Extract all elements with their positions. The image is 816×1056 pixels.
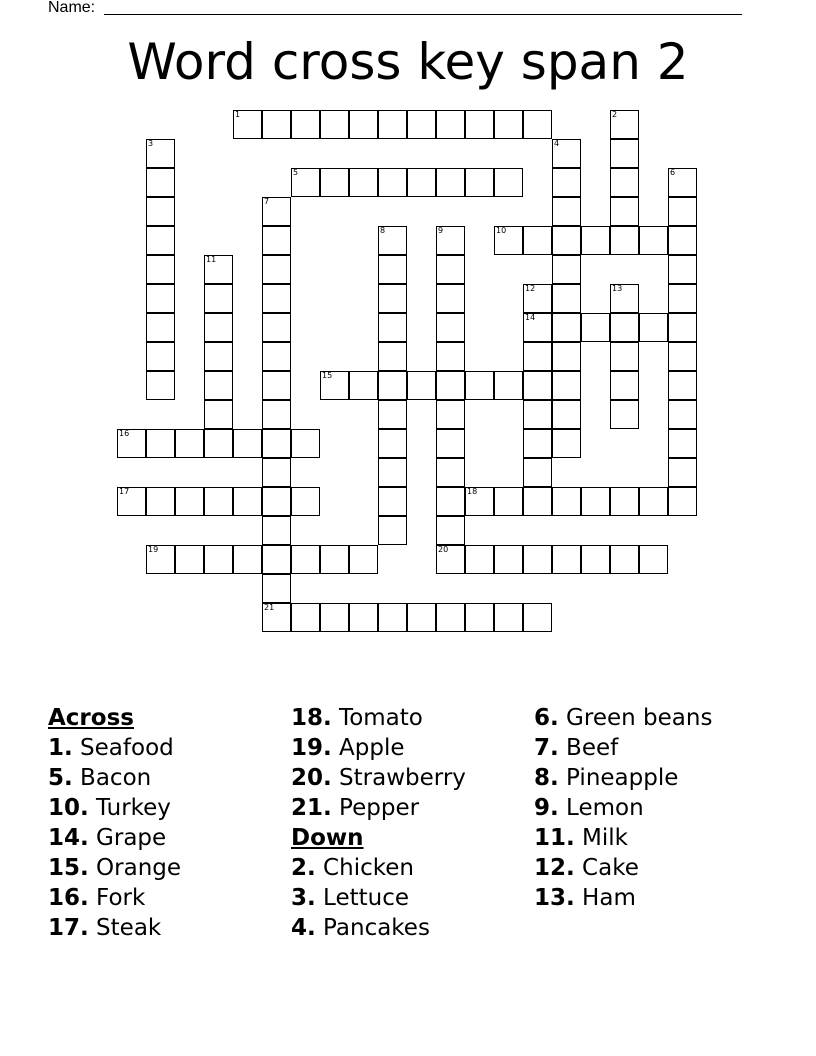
- grid-cell[interactable]: [378, 342, 407, 371]
- grid-cell[interactable]: [436, 400, 465, 429]
- clue-item-text: Strawberry: [331, 765, 466, 791]
- grid-cell[interactable]: [668, 487, 697, 516]
- clue-item: [291, 703, 466, 733]
- clue-number: 4: [554, 139, 560, 148]
- grid-cell[interactable]: [233, 487, 262, 516]
- grid-cell[interactable]: [262, 545, 291, 574]
- grid-cell[interactable]: [436, 545, 465, 574]
- clue-heading: Across: [48, 705, 134, 731]
- clue-number: 14: [525, 313, 536, 322]
- grid-cell[interactable]: [436, 603, 465, 632]
- grid-cell[interactable]: [523, 400, 552, 429]
- grid-cell[interactable]: [494, 226, 523, 255]
- clue-item: [291, 793, 466, 823]
- grid-cell[interactable]: [581, 487, 610, 516]
- clue-item-text: Fork: [88, 885, 146, 911]
- grid-cell[interactable]: [378, 168, 407, 197]
- grid-cell[interactable]: [204, 429, 233, 458]
- clue-item: [291, 763, 466, 793]
- grid-cell[interactable]: [262, 284, 291, 313]
- grid-cell[interactable]: [552, 139, 581, 168]
- clue-column-3: [534, 703, 712, 913]
- clue-item-text: Cake: [574, 855, 639, 881]
- puzzle-title: Word cross key span 2: [127, 33, 689, 91]
- clue-item-number: 3.: [291, 885, 316, 911]
- grid-cell[interactable]: [204, 371, 233, 400]
- grid-cell[interactable]: [146, 545, 175, 574]
- grid-cell[interactable]: [552, 371, 581, 400]
- clue-item: [48, 883, 181, 913]
- clue-item: [48, 793, 181, 823]
- clue-number: 21: [264, 603, 275, 612]
- grid-cell[interactable]: [436, 429, 465, 458]
- grid-cell[interactable]: [668, 284, 697, 313]
- grid-cell[interactable]: [407, 603, 436, 632]
- grid-cell[interactable]: [552, 342, 581, 371]
- grid-cell[interactable]: [146, 342, 175, 371]
- grid-cell[interactable]: [204, 487, 233, 516]
- clue-item-number: 12.: [534, 855, 575, 881]
- grid-cell[interactable]: [494, 110, 523, 139]
- clue-item-text: Seafood: [72, 735, 174, 761]
- clue-number: 5: [293, 168, 299, 177]
- grid-cell[interactable]: [523, 284, 552, 313]
- grid-cell[interactable]: [523, 429, 552, 458]
- clue-item-text: Turkey: [88, 795, 171, 821]
- clue-item: [534, 853, 712, 883]
- grid-cell[interactable]: [349, 371, 378, 400]
- clue-number: 15: [322, 371, 333, 380]
- grid-cell[interactable]: [668, 371, 697, 400]
- grid-cell[interactable]: [378, 458, 407, 487]
- clue-item: [48, 913, 181, 943]
- clue-item-number: 14.: [48, 825, 89, 851]
- grid-cell[interactable]: [204, 313, 233, 342]
- grid-cell[interactable]: [436, 342, 465, 371]
- grid-cell[interactable]: [668, 226, 697, 255]
- grid-cell[interactable]: [552, 284, 581, 313]
- grid-cell[interactable]: [436, 516, 465, 545]
- grid-cell[interactable]: [262, 226, 291, 255]
- grid-cell[interactable]: [262, 574, 291, 603]
- grid-cell[interactable]: [465, 110, 494, 139]
- grid-cell[interactable]: [436, 371, 465, 400]
- clue-number: 16: [119, 429, 130, 438]
- clue-item-text: Grape: [88, 825, 167, 851]
- grid-cell[interactable]: [436, 110, 465, 139]
- clue-item-number: 9.: [534, 795, 559, 821]
- grid-cell[interactable]: [552, 313, 581, 342]
- grid-cell[interactable]: [320, 545, 349, 574]
- clue-item: [534, 733, 712, 763]
- clue-item-text: Lettuce: [315, 885, 410, 911]
- grid-cell[interactable]: [146, 429, 175, 458]
- grid-cell[interactable]: [233, 545, 262, 574]
- grid-cell[interactable]: [378, 371, 407, 400]
- grid-cell[interactable]: [117, 487, 146, 516]
- grid-cell[interactable]: [378, 429, 407, 458]
- grid-cell[interactable]: [146, 487, 175, 516]
- clue-item-number: 21.: [291, 795, 332, 821]
- grid-cell[interactable]: [436, 255, 465, 284]
- grid-cell[interactable]: [291, 603, 320, 632]
- grid-cell[interactable]: [262, 458, 291, 487]
- grid-cell[interactable]: [523, 226, 552, 255]
- clue-item-number: 5.: [48, 765, 73, 791]
- grid-cell[interactable]: [407, 110, 436, 139]
- clue-item: [291, 733, 466, 763]
- grid-cell[interactable]: [320, 110, 349, 139]
- grid-cell[interactable]: [262, 429, 291, 458]
- clue-item-number: 13.: [534, 885, 575, 911]
- grid-cell[interactable]: [175, 429, 204, 458]
- name-label: Name:: [48, 0, 96, 16]
- grid-cell[interactable]: [146, 139, 175, 168]
- grid-cell[interactable]: [262, 400, 291, 429]
- grid-cell[interactable]: [610, 342, 639, 371]
- grid-cell[interactable]: [639, 313, 668, 342]
- grid-cell[interactable]: [552, 168, 581, 197]
- grid-cell[interactable]: [146, 371, 175, 400]
- grid-cell[interactable]: [552, 255, 581, 284]
- grid-cell[interactable]: [349, 545, 378, 574]
- grid-cell[interactable]: [378, 603, 407, 632]
- grid-cell[interactable]: [146, 226, 175, 255]
- clue-item-text: Pancakes: [315, 915, 430, 941]
- grid-cell[interactable]: [146, 255, 175, 284]
- clue-item-number: 18.: [291, 705, 332, 731]
- grid-cell[interactable]: [610, 545, 639, 574]
- grid-cell[interactable]: [494, 487, 523, 516]
- grid-cell[interactable]: [262, 516, 291, 545]
- grid-cell[interactable]: [233, 110, 262, 139]
- grid-cell[interactable]: [668, 400, 697, 429]
- grid-cell[interactable]: [291, 487, 320, 516]
- clue-item-number: 6.: [534, 705, 559, 731]
- grid-cell[interactable]: [291, 545, 320, 574]
- grid-cell[interactable]: [523, 487, 552, 516]
- grid-cell[interactable]: [523, 545, 552, 574]
- clue-item-text: Green beans: [558, 705, 713, 731]
- grid-cell[interactable]: [668, 168, 697, 197]
- clue-column-1: [48, 703, 181, 943]
- clue-number: 13: [612, 284, 623, 293]
- grid-cell[interactable]: [349, 168, 378, 197]
- clue-item-number: 20.: [291, 765, 332, 791]
- grid-cell[interactable]: [552, 197, 581, 226]
- grid-cell[interactable]: [204, 255, 233, 284]
- grid-cell[interactable]: [146, 168, 175, 197]
- clue-item-number: 1.: [48, 735, 73, 761]
- grid-cell[interactable]: [291, 110, 320, 139]
- grid-cell[interactable]: [610, 139, 639, 168]
- grid-cell[interactable]: [320, 168, 349, 197]
- grid-cell[interactable]: [146, 284, 175, 313]
- grid-cell[interactable]: [204, 545, 233, 574]
- grid-cell[interactable]: [320, 603, 349, 632]
- clue-item-number: 4.: [291, 915, 316, 941]
- clue-item: [48, 733, 181, 763]
- grid-cell[interactable]: [262, 487, 291, 516]
- grid-cell[interactable]: [581, 545, 610, 574]
- grid-cell[interactable]: [436, 226, 465, 255]
- grid-cell[interactable]: [262, 342, 291, 371]
- grid-cell[interactable]: [436, 313, 465, 342]
- grid-cell[interactable]: [494, 545, 523, 574]
- grid-cell[interactable]: [523, 371, 552, 400]
- clue-item-text: Steak: [88, 915, 162, 941]
- grid-cell[interactable]: [117, 429, 146, 458]
- clue-item-number: 19.: [291, 735, 332, 761]
- clue-item: [48, 823, 181, 853]
- grid-cell[interactable]: [668, 342, 697, 371]
- grid-cell[interactable]: [523, 458, 552, 487]
- clue-item-text: Beef: [558, 735, 619, 761]
- grid-cell[interactable]: [523, 313, 552, 342]
- grid-cell[interactable]: [291, 168, 320, 197]
- clue-number: 7: [264, 197, 270, 206]
- clue-item-text: Pepper: [331, 795, 420, 821]
- clue-item-text: Ham: [574, 885, 636, 911]
- clue-item-number: 11.: [534, 825, 575, 851]
- clue-number: 17: [119, 487, 130, 496]
- grid-cell[interactable]: [581, 226, 610, 255]
- grid-cell[interactable]: [639, 226, 668, 255]
- clue-item: [534, 883, 712, 913]
- clue-item-text: Tomato: [331, 705, 423, 731]
- grid-cell[interactable]: [262, 110, 291, 139]
- grid-cell[interactable]: [262, 313, 291, 342]
- grid-cell[interactable]: [378, 110, 407, 139]
- grid-cell[interactable]: [407, 168, 436, 197]
- clue-item-number: 15.: [48, 855, 89, 881]
- grid-cell[interactable]: [465, 545, 494, 574]
- grid-cell[interactable]: [465, 487, 494, 516]
- grid-cell[interactable]: [262, 603, 291, 632]
- clue-number: 20: [438, 545, 449, 554]
- clue-item: [534, 763, 712, 793]
- grid-cell[interactable]: [465, 603, 494, 632]
- clue-number: 1: [235, 110, 241, 119]
- clue-item: [291, 883, 466, 913]
- grid-cell[interactable]: [262, 255, 291, 284]
- grid-cell[interactable]: [378, 255, 407, 284]
- clue-number: 12: [525, 284, 536, 293]
- grid-cell[interactable]: [552, 400, 581, 429]
- grid-cell[interactable]: [436, 487, 465, 516]
- grid-cell[interactable]: [378, 487, 407, 516]
- clue-item-text: Milk: [574, 825, 629, 851]
- clue-item-number: 10.: [48, 795, 89, 821]
- grid-cell[interactable]: [349, 603, 378, 632]
- grid-cell[interactable]: [233, 429, 262, 458]
- grid-cell[interactable]: [668, 255, 697, 284]
- grid-cell[interactable]: [378, 226, 407, 255]
- grid-cell[interactable]: [610, 487, 639, 516]
- grid-cell[interactable]: [262, 371, 291, 400]
- grid-cell[interactable]: [494, 603, 523, 632]
- clue-item: [291, 913, 466, 943]
- clue-item-number: 17.: [48, 915, 89, 941]
- grid-cell[interactable]: [610, 110, 639, 139]
- clue-item-number: 7.: [534, 735, 559, 761]
- grid-cell[interactable]: [523, 110, 552, 139]
- clue-number: 11: [206, 255, 217, 264]
- clue-item-text: Pineapple: [558, 765, 679, 791]
- clue-number: 8: [380, 226, 386, 235]
- grid-cell[interactable]: [146, 197, 175, 226]
- grid-cell[interactable]: [204, 342, 233, 371]
- grid-cell[interactable]: [668, 429, 697, 458]
- grid-cell[interactable]: [204, 284, 233, 313]
- clue-number: 19: [148, 545, 159, 554]
- grid-cell[interactable]: [610, 226, 639, 255]
- grid-cell[interactable]: [378, 516, 407, 545]
- clue-item: [534, 703, 712, 733]
- grid-cell[interactable]: [639, 487, 668, 516]
- grid-cell[interactable]: [610, 197, 639, 226]
- grid-cell[interactable]: [610, 313, 639, 342]
- grid-cell[interactable]: [204, 400, 233, 429]
- grid-cell[interactable]: [494, 371, 523, 400]
- clue-number: 3: [148, 139, 154, 148]
- clue-item-number: 2.: [291, 855, 316, 881]
- grid-cell[interactable]: [581, 313, 610, 342]
- grid-cell[interactable]: [552, 487, 581, 516]
- clue-heading: Down: [291, 825, 364, 851]
- grid-cell[interactable]: [465, 371, 494, 400]
- grid-cell[interactable]: [668, 458, 697, 487]
- grid-cell[interactable]: [523, 603, 552, 632]
- clue-item-text: Lemon: [558, 795, 644, 821]
- grid-cell[interactable]: [175, 487, 204, 516]
- clue-column-2: [291, 703, 466, 943]
- grid-cell[interactable]: [349, 110, 378, 139]
- grid-cell[interactable]: [262, 197, 291, 226]
- grid-cell[interactable]: [146, 313, 175, 342]
- grid-cell[interactable]: [378, 284, 407, 313]
- grid-cell[interactable]: [610, 168, 639, 197]
- grid-cell[interactable]: [436, 458, 465, 487]
- grid-cell[interactable]: [639, 545, 668, 574]
- grid-cell[interactable]: [668, 313, 697, 342]
- grid-cell[interactable]: [320, 371, 349, 400]
- grid-cell[interactable]: [465, 168, 494, 197]
- grid-cell[interactable]: [523, 342, 552, 371]
- grid-cell[interactable]: [175, 545, 204, 574]
- grid-cell[interactable]: [291, 429, 320, 458]
- clue-item: [48, 853, 181, 883]
- clue-number: 2: [612, 110, 618, 119]
- grid-cell[interactable]: [494, 168, 523, 197]
- grid-cell[interactable]: [407, 371, 436, 400]
- grid-cell[interactable]: [610, 284, 639, 313]
- clue-item: [534, 793, 712, 823]
- clue-item-text: Orange: [88, 855, 182, 881]
- clue-number: 18: [467, 487, 478, 496]
- grid-cell[interactable]: [378, 313, 407, 342]
- grid-cell[interactable]: [552, 545, 581, 574]
- grid-cell[interactable]: [378, 400, 407, 429]
- clue-item: [291, 853, 466, 883]
- clue-number: 9: [438, 226, 444, 235]
- clue-item-text: Apple: [331, 735, 405, 761]
- grid-cell[interactable]: [610, 400, 639, 429]
- clue-item-text: Chicken: [315, 855, 414, 881]
- grid-cell[interactable]: [668, 197, 697, 226]
- grid-cell[interactable]: [552, 429, 581, 458]
- clue-number: 10: [496, 226, 507, 235]
- clue-item-number: 16.: [48, 885, 89, 911]
- grid-cell[interactable]: [436, 168, 465, 197]
- grid-cell[interactable]: [610, 371, 639, 400]
- clue-item-number: 8.: [534, 765, 559, 791]
- clue-item-text: Bacon: [72, 765, 152, 791]
- grid-cell[interactable]: [552, 226, 581, 255]
- grid-cell[interactable]: [436, 284, 465, 313]
- clue-item: [534, 823, 712, 853]
- clue-number: 6: [670, 168, 676, 177]
- clue-item: [48, 763, 181, 793]
